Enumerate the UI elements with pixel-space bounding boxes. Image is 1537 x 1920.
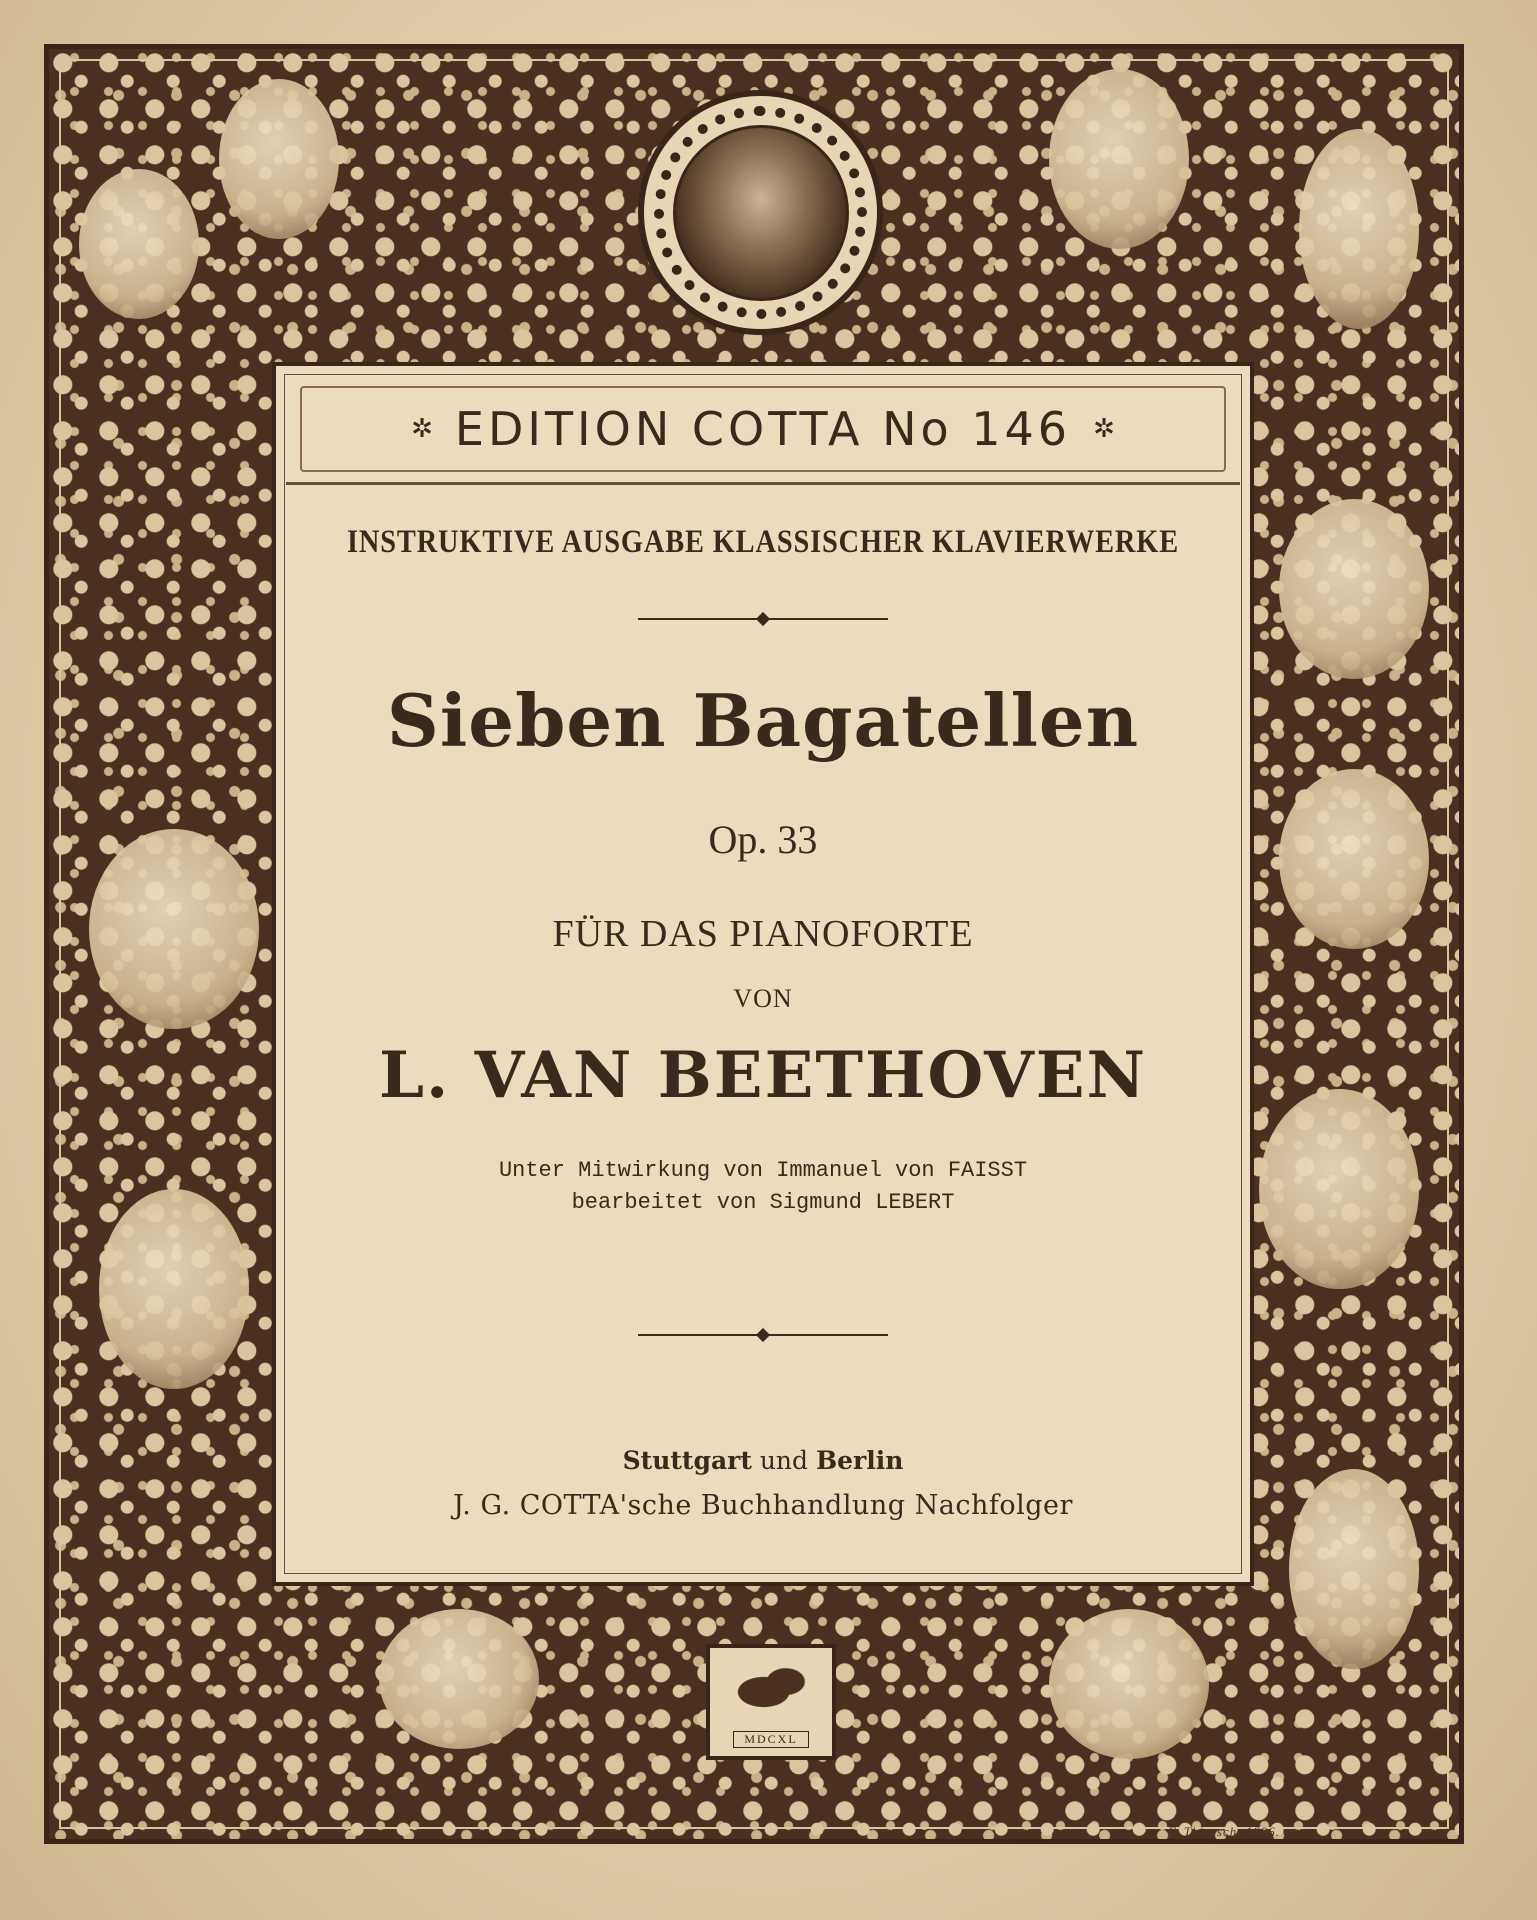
ornament-star-icon: ✲ xyxy=(411,414,433,443)
cherub-illustration xyxy=(219,79,339,239)
imprint-conjunction: und xyxy=(759,1446,809,1475)
medallion-ring xyxy=(654,106,867,319)
cherub-illustration xyxy=(379,1609,539,1749)
title-panel xyxy=(272,362,1254,1586)
cherub-illustration xyxy=(1299,129,1419,329)
cherub-illustration xyxy=(1049,1609,1209,1759)
cherub-illustration xyxy=(1279,769,1429,949)
credit-line: bearbeitet von Sigmund LEBERT xyxy=(571,1190,955,1215)
cherub-illustration xyxy=(79,169,199,319)
credit-line: Unter Mitwirkung von Immanuel von FAISST xyxy=(498,1158,1028,1183)
imprint-cities xyxy=(276,1446,1250,1475)
series-title: INSTRUKTIVE AUSGABE KLASSISCHER KLAVIERWERKE xyxy=(347,524,1179,560)
von-line: VON xyxy=(733,984,793,1013)
work-title: Sieben Bagatellen xyxy=(386,678,1140,763)
edition-label: EDITION COTTA No 146 xyxy=(454,402,1072,456)
divider-rule xyxy=(638,1334,888,1336)
cherub-illustration xyxy=(99,1189,249,1389)
portrait-medallion xyxy=(638,90,883,335)
cherub-illustration xyxy=(1289,1469,1419,1669)
publisher-name: J. G. COTTA'sche Buchhandlung Nachfolger xyxy=(453,1490,1073,1521)
artist-signature: F. Thiersch. 1896. xyxy=(1168,1824,1281,1839)
emblem-date: MDCXL xyxy=(733,1731,808,1748)
composer-name: L. VAN BEETHOVEN xyxy=(379,1038,1147,1113)
opus-number: Op. 33 xyxy=(708,817,818,862)
griffin-icon xyxy=(734,1666,808,1718)
edition-banner xyxy=(286,376,1240,485)
cherub-illustration xyxy=(1049,69,1189,249)
cherub-illustration xyxy=(1279,499,1429,679)
imprint-city: Berlin xyxy=(816,1446,904,1475)
divider-rule xyxy=(638,618,888,620)
publisher-emblem xyxy=(706,1644,836,1760)
cherub-illustration xyxy=(89,829,259,1029)
ornament-star-icon: ✲ xyxy=(1093,414,1115,443)
cherub-illustration xyxy=(1259,1089,1419,1289)
instrument-line: FÜR DAS PIANOFORTE xyxy=(552,913,974,955)
imprint-city: Stuttgart xyxy=(622,1446,752,1475)
